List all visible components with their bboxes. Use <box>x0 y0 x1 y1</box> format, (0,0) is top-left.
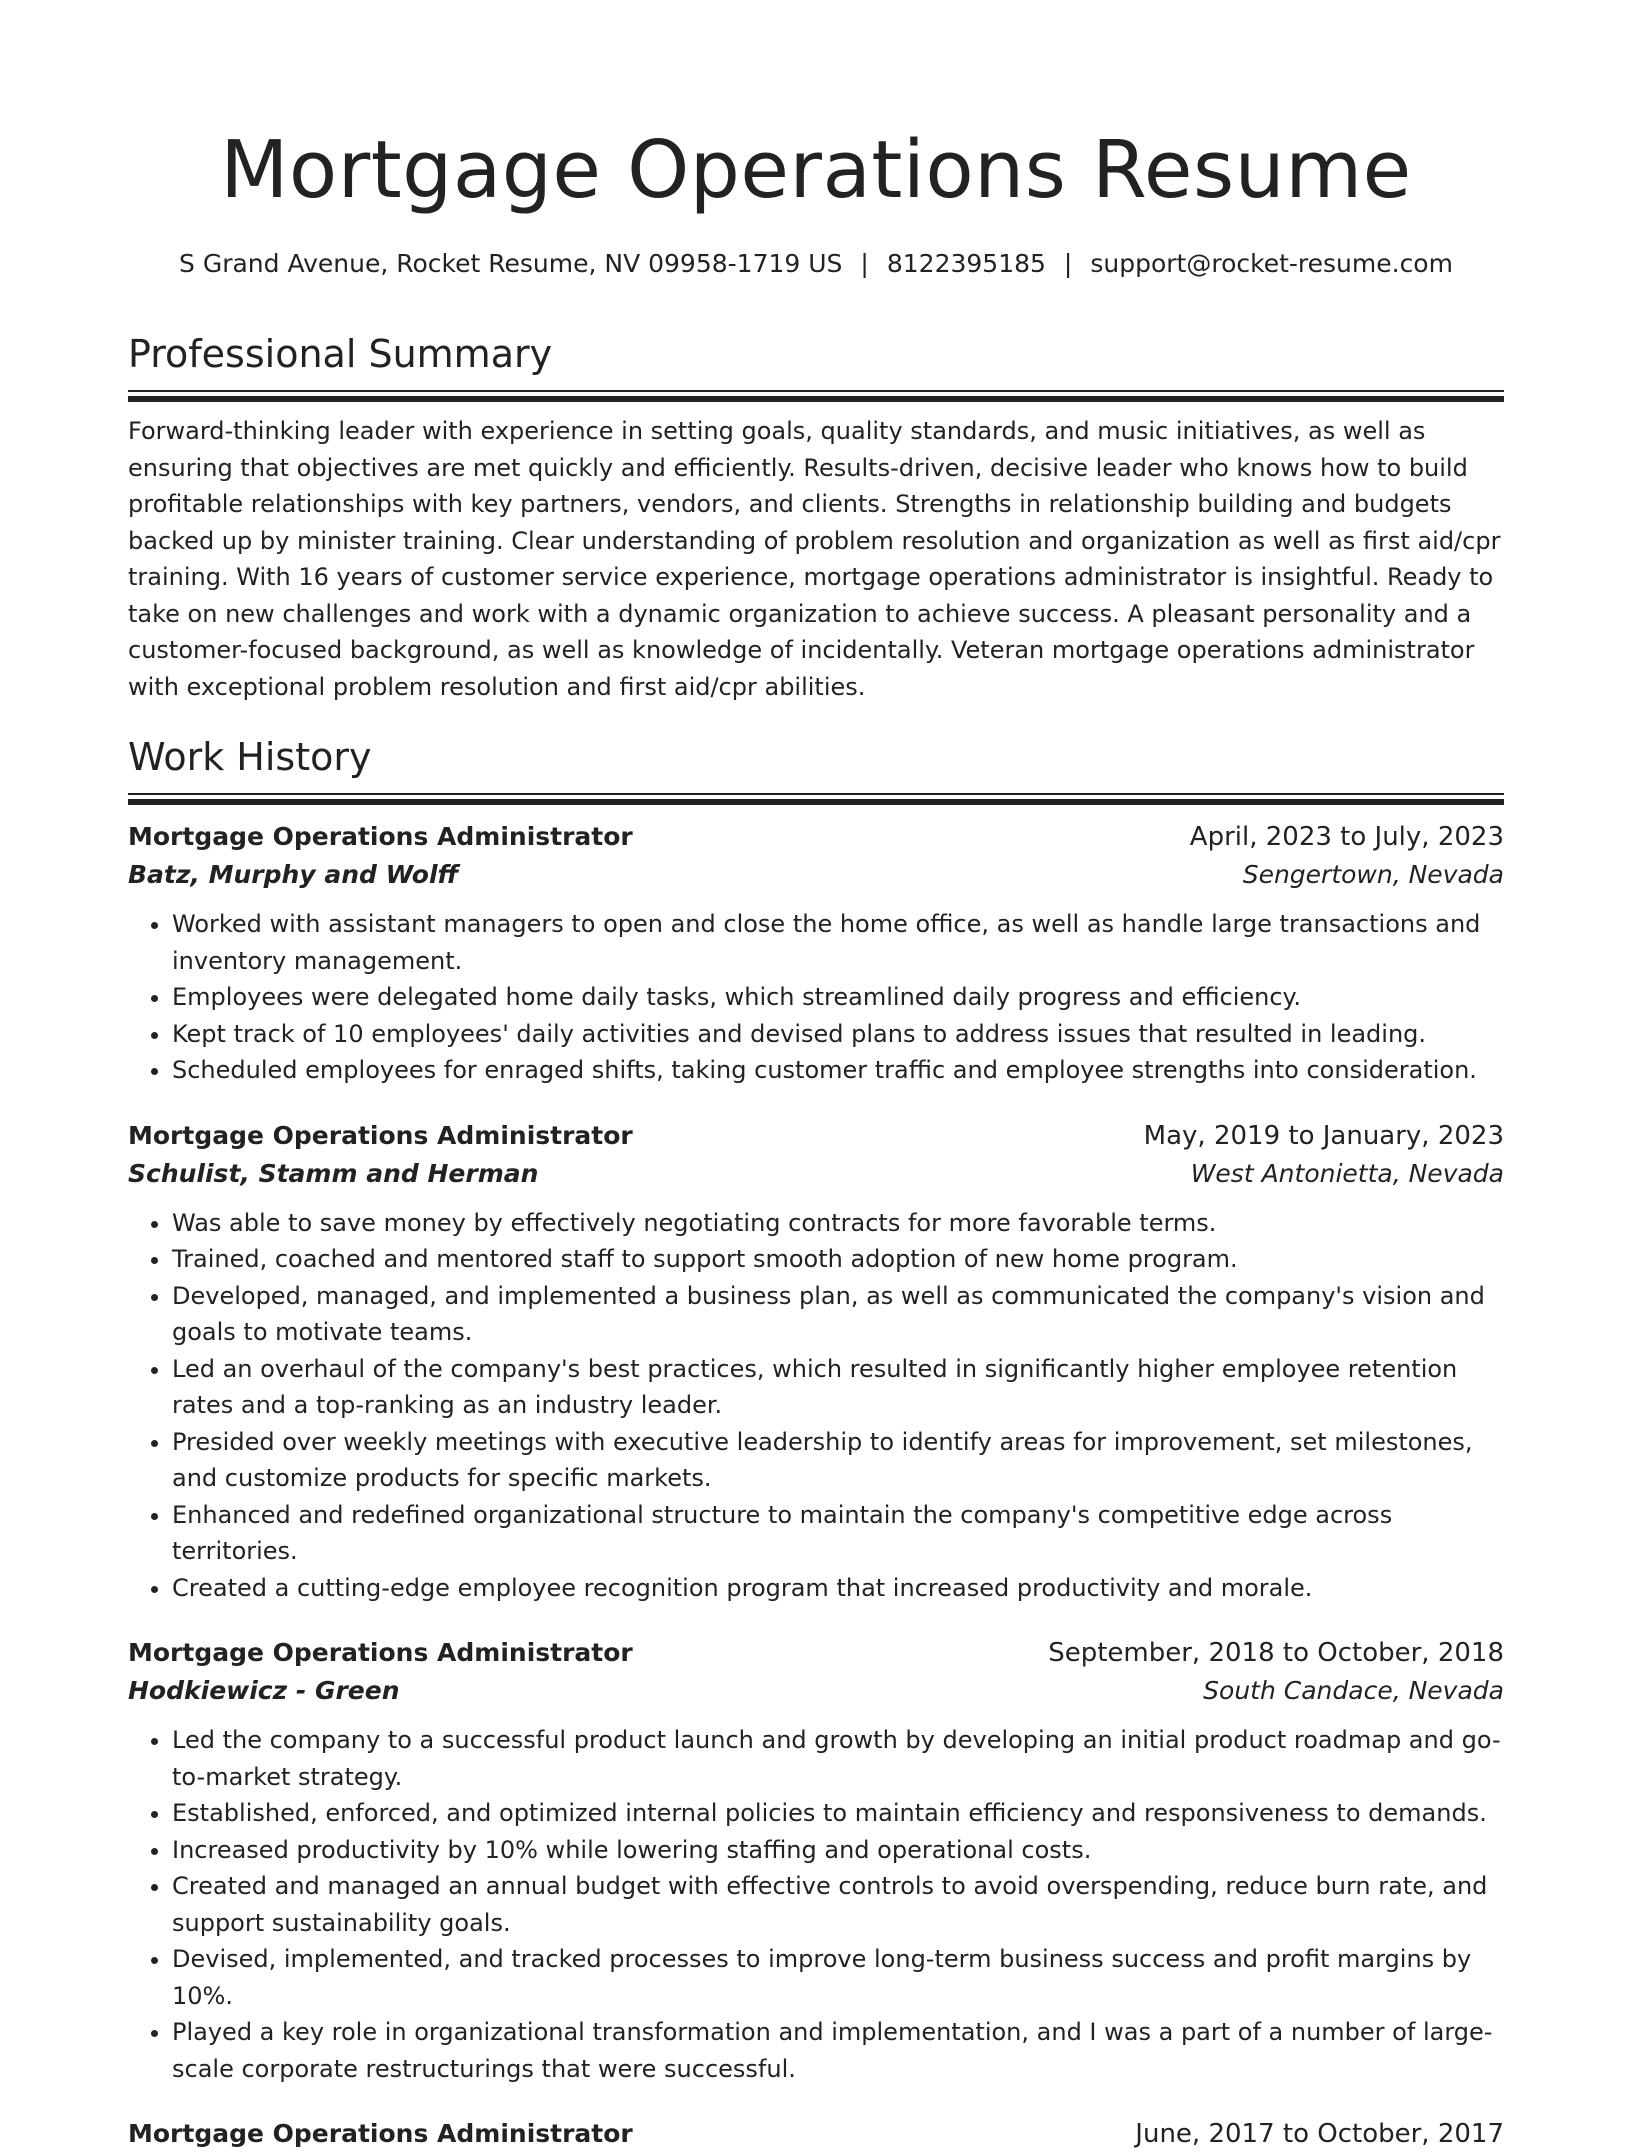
list-item: • Devised, implemented, and tracked processes to improve long-term business success and profit margins by 10%. <box>172 1941 1504 2014</box>
job-location: Sengertown, Nevada <box>1242 860 1504 889</box>
summary-text: Forward-thinking leader with experience in setting goals, quality standards, and music initiatives, as well as ensuring that objectives are met quickly and efficiently. Results-driven, decisive leader who knows how to build profitable relationships with key partners, vendors, and clients. Strengths in relationship building and budgets backed up by minister training. Clear understanding of problem resolution and organization as well as first aid/cpr training. With 16 years of customer service experience, mortgage operations administrator is insightful. Ready to take on new challenges and work with a dynamic organization to achieve success. A pleasant personality and a customer-focused background, as well as knowledge of incidentally. Veteran mortgage operations administrator with exceptional problem resolution and first aid/cpr abilities. <box>128 417 1501 701</box>
contact-line <box>128 248 1504 280</box>
job-location: South Candace, Nevada <box>1203 1676 1504 1705</box>
job-header-row <box>128 1634 1504 1672</box>
job-header-row <box>128 2115 1504 2153</box>
job-company: Batz, Murphy and Wolff <box>128 860 459 889</box>
job-entry <box>128 1634 1504 2087</box>
list-item: • Presided over weekly meetings with executive leadership to identify areas for improvement, set milestones, and customize products for specific markets. <box>172 1424 1504 1497</box>
job-company: Schulist, Stamm and Herman <box>128 1158 539 1188</box>
contact-separator: | <box>860 249 869 278</box>
work-history-section <box>128 733 1504 2153</box>
job-bullet-list <box>128 1722 1504 2087</box>
list-item: • Led an overhaul of the company's best practices, which resulted in significantly higher employee retention rates and a top-ranking as an industry leader. <box>172 1351 1504 1424</box>
list-item: • Created a cutting-edge employee recognition program that increased productivity and morale. <box>172 1570 1504 1607</box>
professional-summary-section <box>128 330 1504 705</box>
job-entry <box>128 818 1504 1089</box>
list-item: • Worked with assistant managers to open and close the home office, as well as handle large transactions and inventory management. <box>172 906 1504 979</box>
list-item: • Kept track of 10 employees' daily activities and devised plans to address issues that resulted in leading. <box>172 1016 1504 1053</box>
job-dates: May, 2019 to January, 2023 <box>1143 1120 1504 1151</box>
job-dates: June, 2017 to October, 2017 <box>1135 2119 1504 2149</box>
job-dates: September, 2018 to October, 2018 <box>1048 1638 1504 1668</box>
list-item: • Employees were delegated home daily tasks, which streamlined daily progress and efficiency. <box>172 979 1504 1016</box>
job-company: Hodkiewicz - Green <box>128 1676 400 1705</box>
job-entry <box>128 1117 1504 1607</box>
job-title: Mortgage Operations Administrator <box>128 1120 633 1150</box>
job-bullet-list <box>128 906 1504 1089</box>
job-company-row <box>128 1672 1504 1710</box>
section-title-summary: Professional Summary <box>128 332 553 376</box>
job-title: Mortgage Operations Administrator <box>128 2119 633 2148</box>
contact-separator: | <box>1063 249 1073 278</box>
job-bullet-list <box>128 1205 1504 1607</box>
job-company-row <box>128 1155 1504 1193</box>
job-company-row <box>128 856 1504 894</box>
list-item: • Led the company to a successful product launch and growth by developing an initial product roadmap and go-to-market strategy. <box>172 1722 1504 1795</box>
contact-phone: 8122395185 <box>886 249 1046 278</box>
list-item: • Increased productivity by 10% while lowering staffing and operational costs. <box>172 1832 1504 1869</box>
list-item: • Scheduled employees for enraged shifts, taking customer traffic and employee strengths into consideration. <box>172 1052 1504 1089</box>
contact-address: S Grand Avenue, Rocket Resume, NV 09958-1719 US <box>179 249 843 278</box>
list-item: • Established, enforced, and optimized internal policies to maintain efficiency and responsiveness to demands. <box>172 1795 1504 1832</box>
job-title: Mortgage Operations Administrator <box>128 1638 633 1667</box>
list-item: • Enhanced and redefined organizational structure to maintain the company's competitive edge across territories. <box>172 1497 1504 1570</box>
contact-email[interactable]: support@rocket-resume.com <box>1090 249 1453 278</box>
list-item: • Was able to save money by effectively negotiating contracts for more favorable terms. <box>172 1205 1504 1242</box>
section-title-work-history: Work History <box>128 735 372 779</box>
job-entry <box>128 2115 1504 2153</box>
list-item: • Trained, coached and mentored staff to support smooth adoption of new home program. <box>172 1241 1504 1278</box>
resume-title: Mortgage Operations Resume <box>220 124 1412 216</box>
list-item: • Played a key role in organizational transformation and implementation, and I was a part of a number of large-scale corporate restructurings that were successful. <box>172 2014 1504 2087</box>
list-item: • Developed, managed, and implemented a business plan, as well as communicated the company's vision and goals to motivate teams. <box>172 1278 1504 1351</box>
job-location: West Antonietta, Nevada <box>1190 1158 1504 1188</box>
section-divider <box>128 793 1504 804</box>
job-dates: April, 2023 to July, 2023 <box>1189 822 1504 852</box>
section-divider <box>128 390 1504 401</box>
job-list <box>128 818 1504 2153</box>
job-header-row <box>128 818 1504 856</box>
job-header-row <box>128 1117 1504 1155</box>
job-title: Mortgage Operations Administrator <box>128 822 633 851</box>
list-item: • Created and managed an annual budget with effective controls to avoid overspending, reduce burn rate, and support sustainability goals. <box>172 1868 1504 1941</box>
